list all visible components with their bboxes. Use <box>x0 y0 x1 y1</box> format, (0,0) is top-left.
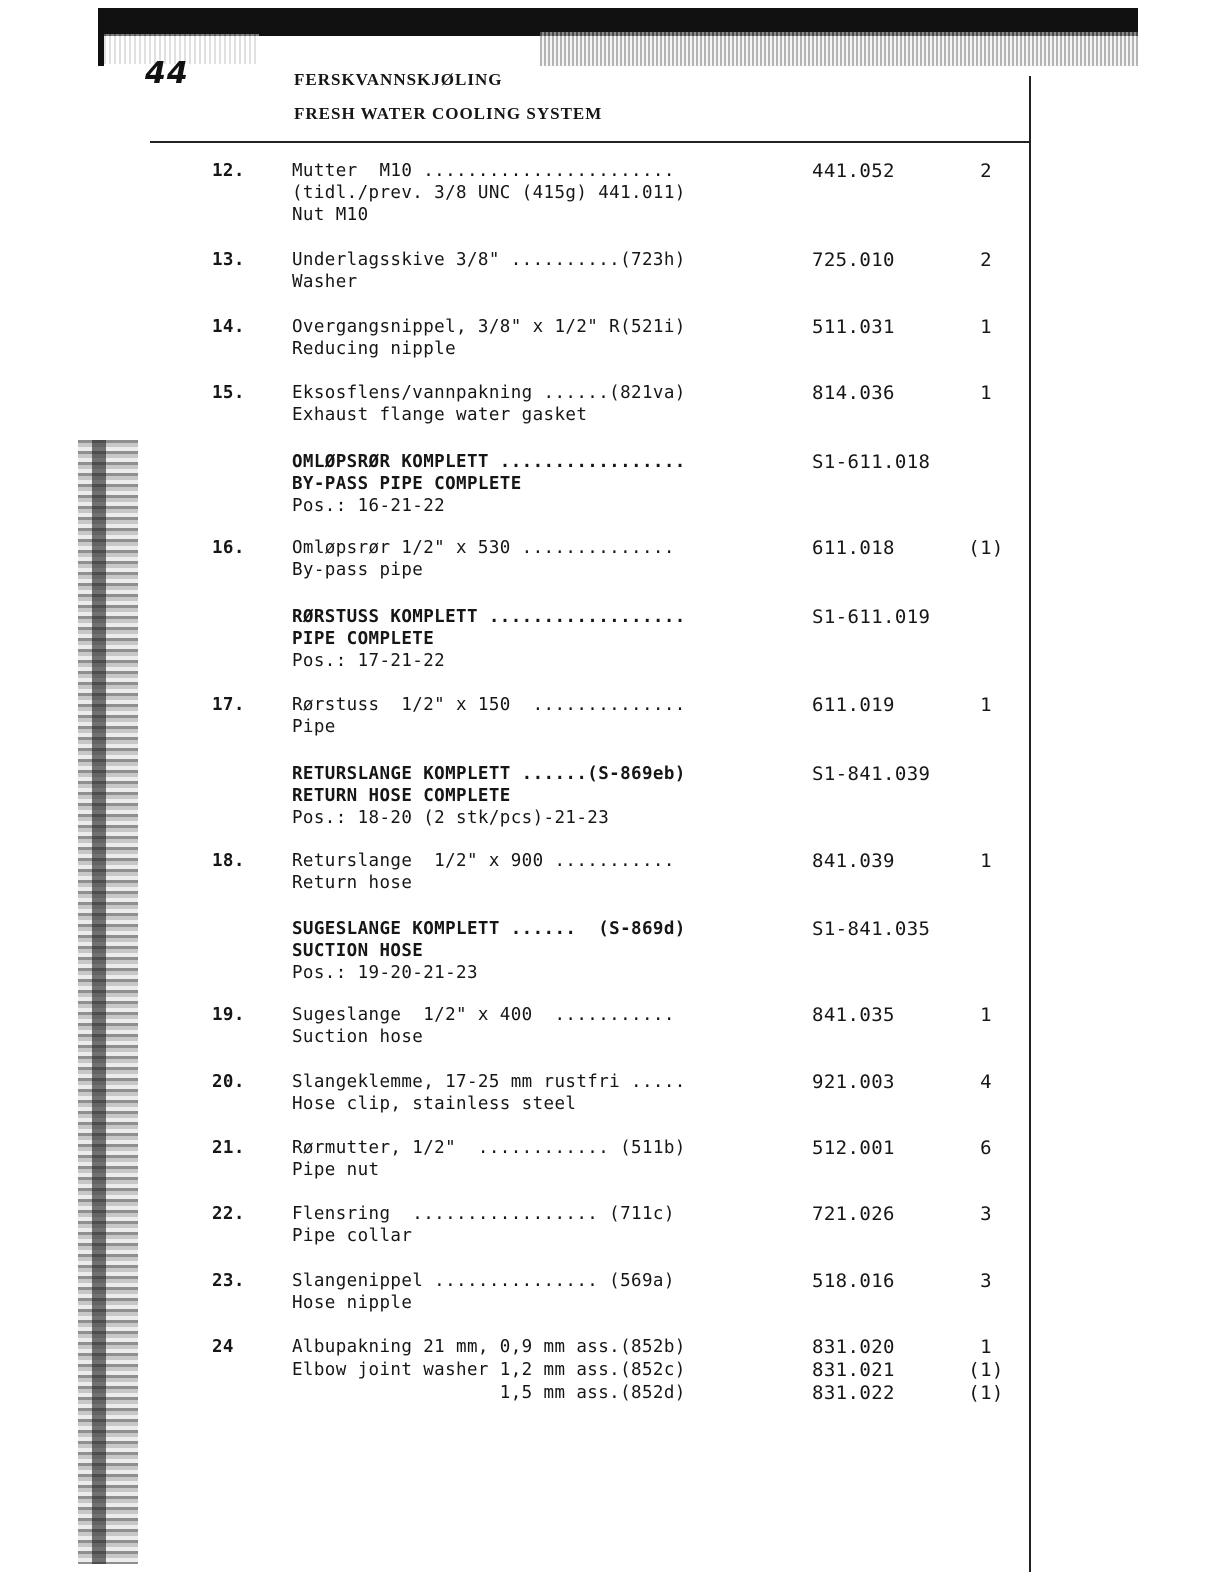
description-line: Reducing nipple <box>292 339 457 359</box>
part-number: 512.001 <box>812 1137 895 1159</box>
quantity: 2 <box>980 249 992 271</box>
part-number: 511.031 <box>812 316 895 338</box>
part-number: S1-611.018 <box>812 451 931 473</box>
assembly-title-line: RETURN HOSE COMPLETE <box>292 786 511 806</box>
part-number: 518.016 <box>812 1270 895 1292</box>
part-number: 831.022 <box>812 1382 895 1404</box>
description-line: Eksosflens/vannpakning ......(821va) <box>292 383 686 403</box>
assembly-title-line: SUCTION HOSE <box>292 941 424 961</box>
part-number: 921.003 <box>812 1071 895 1093</box>
variant-description: 1,5 mm ass.(852d) <box>292 1383 686 1403</box>
quantity: 1 <box>980 382 992 404</box>
position-number: 19. <box>212 1005 245 1025</box>
quantity: 6 <box>980 1137 992 1159</box>
position-number: 15. <box>212 383 245 403</box>
quantity: 1 <box>980 1004 992 1026</box>
position-number: 16. <box>212 538 245 558</box>
position-number: 14. <box>212 317 245 337</box>
description-line: Rørstuss 1/2" x 150 .............. <box>292 695 686 715</box>
position-number: 12. <box>212 161 245 181</box>
assembly-title-line: RETURSLANGE KOMPLETT ......(S-869eb) <box>292 764 686 784</box>
quantity: 3 <box>980 1270 992 1292</box>
position-number: 18. <box>212 851 245 871</box>
position-number: 24 <box>212 1337 234 1357</box>
variant-description: Elbow joint washer 1,2 mm ass.(852c) <box>292 1360 686 1380</box>
part-number: 831.020 <box>812 1336 895 1358</box>
page-title-norwegian: FERSKVANNSKJØLING <box>294 70 503 89</box>
quantity: 3 <box>980 1203 992 1225</box>
part-number: 841.035 <box>812 1004 895 1026</box>
header-divider <box>150 141 1030 143</box>
description-line: Sugeslange 1/2" x 400 ........... <box>292 1005 675 1025</box>
description-line: Suction hose <box>292 1027 424 1047</box>
part-number: S1-611.019 <box>812 606 931 628</box>
part-number: 725.010 <box>812 249 895 271</box>
description-line: Flensring ................. (711c) <box>292 1204 675 1224</box>
part-number: 841.039 <box>812 850 895 872</box>
description-line: Pipe collar <box>292 1226 413 1246</box>
quantity: (1) <box>968 1359 1004 1381</box>
part-number: S1-841.035 <box>812 918 931 940</box>
description-line: Pipe <box>292 717 336 737</box>
scan-binding-shadow <box>92 440 106 1564</box>
position-number: 20. <box>212 1072 245 1092</box>
position-number: 23. <box>212 1271 245 1291</box>
description-line: Washer <box>292 272 358 292</box>
part-number: 814.036 <box>812 382 895 404</box>
part-number: 441.052 <box>812 160 895 182</box>
quantity: 1 <box>980 316 992 338</box>
position-number: 17. <box>212 695 245 715</box>
assembly-positions-line: Pos.: 17-21-22 <box>292 651 446 671</box>
part-number: S1-841.039 <box>812 763 931 785</box>
description-line: Return hose <box>292 873 413 893</box>
description-line: By-pass pipe <box>292 560 424 580</box>
part-number: 611.019 <box>812 694 895 716</box>
description-line: Hose clip, stainless steel <box>292 1094 577 1114</box>
position-number: 21. <box>212 1138 245 1158</box>
quantity: 4 <box>980 1071 992 1093</box>
description-line: Returslange 1/2" x 900 ........... <box>292 851 675 871</box>
assembly-positions-line: Pos.: 16-21-22 <box>292 496 446 516</box>
right-margin-rule <box>1029 76 1031 1572</box>
quantity: 1 <box>980 694 992 716</box>
quantity: 1 <box>980 850 992 872</box>
description-line: Mutter M10 ....................... <box>292 161 675 181</box>
quantity: 2 <box>980 160 992 182</box>
assembly-title-line: RØRSTUSS KOMPLETT .................. <box>292 607 686 627</box>
description-line: Slangeklemme, 17-25 mm rustfri ..... <box>292 1072 686 1092</box>
description-line: (tidl./prev. 3/8 UNC (415g) 441.011) <box>292 183 686 203</box>
scan-smudge-right <box>540 32 1138 66</box>
page-number: 44 <box>145 56 189 91</box>
assembly-title-line: OMLØPSRØR KOMPLETT ................. <box>292 452 686 472</box>
description-line: Omløpsrør 1/2" x 530 .............. <box>292 538 675 558</box>
part-number: 721.026 <box>812 1203 895 1225</box>
variant-description: Albupakning 21 mm, 0,9 mm ass.(852b) <box>292 1337 686 1357</box>
position-number: 22. <box>212 1204 245 1224</box>
description-line: Rørmutter, 1/2" ............ (511b) <box>292 1138 686 1158</box>
description-line: Hose nipple <box>292 1293 413 1313</box>
description-line: Nut M10 <box>292 205 369 225</box>
page-title-english: FRESH WATER COOLING SYSTEM <box>294 104 603 123</box>
description-line: Pipe nut <box>292 1160 380 1180</box>
quantity: (1) <box>968 1382 1004 1404</box>
part-number: 611.018 <box>812 537 895 559</box>
description-line: Exhaust flange water gasket <box>292 405 588 425</box>
scan-binding-edge <box>78 440 138 1564</box>
quantity: (1) <box>968 537 1004 559</box>
position-number: 13. <box>212 250 245 270</box>
assembly-positions-line: Pos.: 19-20-21-23 <box>292 963 478 983</box>
assembly-title-line: SUGESLANGE KOMPLETT ...... (S-869d) <box>292 919 686 939</box>
assembly-positions-line: Pos.: 18-20 (2 stk/pcs)-21-23 <box>292 808 610 828</box>
description-line: Slangenippel ............... (569a) <box>292 1271 675 1291</box>
description-line: Overgangsnippel, 3/8" x 1/2" R(521i) <box>292 317 686 337</box>
quantity: 1 <box>980 1336 992 1358</box>
assembly-title-line: PIPE COMPLETE <box>292 629 435 649</box>
assembly-title-line: BY-PASS PIPE COMPLETE <box>292 474 522 494</box>
description-line: Underlagsskive 3/8" ..........(723h) <box>292 250 686 270</box>
part-number: 831.021 <box>812 1359 895 1381</box>
